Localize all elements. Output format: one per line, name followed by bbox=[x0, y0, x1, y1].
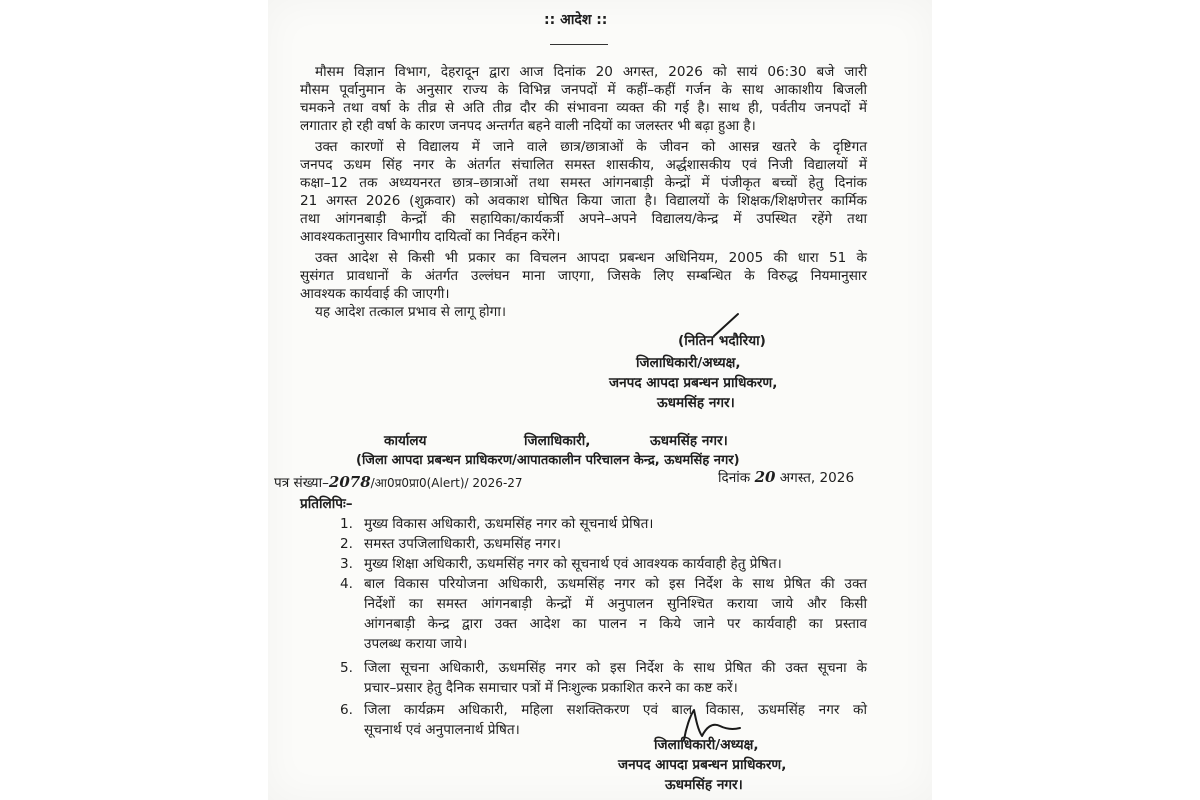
copy-item-line: प्रचार–प्रसार हेतु दैनिक समाचार पत्रों में निःशुल्क प्रकाशित करने का कष्ट करें। bbox=[364, 680, 738, 696]
copies-heading: प्रतिलिपिः– bbox=[300, 496, 353, 512]
para2-line: कक्षा–12 तक अध्ययनरत छात्र–छात्राओं तथा समस्त आंगनबाड़ी केन्द्रों में पंजीकृत बच्चों हेतु दिनांक bbox=[300, 175, 867, 191]
copy-item-line: मुख्य शिक्षा अधिकारी, ऊधमसिंह नगर को सूचनार्थ एवं आवश्यक कार्यवाही हेतु प्रेषित। bbox=[364, 556, 782, 572]
copy-item-line: निर्देशों का समस्त आंगनबाड़ी केन्द्रों में अनुपालन सुनिश्चित कराया जाये और किसी bbox=[364, 596, 867, 612]
para2-line: उक्त कारणों से विद्यालय में जाने वाले छात्र/छात्राओं के जीवन को आसन्न खतरे के दृष्टिगत bbox=[315, 139, 867, 155]
office-label: कार्यालय bbox=[384, 433, 427, 449]
signatory-authority: जनपद आपदा प्रबन्धन प्राधिकरण, bbox=[609, 375, 778, 391]
letter-number-handwritten: 2078 bbox=[328, 473, 371, 491]
para1-line: लगातार हो रही वर्षा के कारण जनपद अन्तर्गत बहने वाली नदियों का जलस्तर भी बढ़ा हुआ है। bbox=[300, 118, 756, 134]
copy-item-number: 5. bbox=[340, 660, 353, 676]
date-rest: अगस्त, 2026 bbox=[779, 470, 855, 486]
office-designation: जिलाधिकारी, bbox=[524, 433, 591, 449]
signatory-designation: जिलाधिकारी/अध्यक्ष, bbox=[636, 355, 741, 371]
para2-line: तथा आंगनबाड़ी केन्द्रों की सहायिका/कार्यकर्त्री अपने–अपने विद्यालय/केन्द्र में उपस्थित रहेंगे तथा bbox=[300, 211, 867, 227]
copy-item-number: 2. bbox=[340, 536, 353, 552]
title-underline bbox=[550, 44, 608, 45]
copy-item-line: जिला सूचना अधिकारी, ऊधमसिंह नगर को इस निर्देश के साथ प्रेषित की उक्त सूचना के bbox=[364, 660, 867, 676]
document-page bbox=[268, 0, 932, 800]
copy-item-line: उपलब्ध कराया जाये। bbox=[364, 636, 468, 652]
signatory-place: ऊधमसिंह नगर। bbox=[657, 395, 735, 411]
date-day-handwritten: 20 bbox=[754, 468, 776, 486]
copy-signatory-authority: जनपद आपदा प्रबन्धन प्राधिकरण, bbox=[618, 757, 787, 773]
order-title: :: आदेश :: bbox=[544, 12, 608, 28]
para2-line: जनपद ऊधम सिंह नगर के अंतर्गत संचालित समस्त शासकीय, अर्द्धशासकीय एवं निजी विद्यालयों में bbox=[300, 157, 867, 173]
copy-item-number: 6. bbox=[340, 702, 353, 718]
para1-line: चमकने तथा वर्षा के तीव्र से अति तीव्र दौर की संभावना व्यक्त की गई है। साथ ही, पर्वतीय जनपदों में bbox=[300, 100, 867, 116]
letter-date-row bbox=[718, 469, 854, 487]
copy-signatory-place: ऊधमसिंह नगर। bbox=[665, 777, 743, 793]
copy-item-number: 3. bbox=[340, 556, 353, 572]
copy-item-number: 4. bbox=[340, 576, 353, 592]
copy-item-number: 1. bbox=[340, 516, 353, 532]
copy-item-line: आंगनबाड़ी केन्द्र द्वारा उक्त आदेश का पालन न किये जाने पर कार्यवाही का प्रस्ताव bbox=[364, 616, 867, 632]
copy-item-line: जिला कार्यक्रम अधिकारी, महिला सशक्तिकरण एवं बाल विकास, ऊधमसिंह नगर को bbox=[364, 702, 867, 718]
para3-line: आवश्यक कार्यवाई की जाएगी। bbox=[300, 286, 450, 302]
para2-line: आवश्यकतानुसार विभागीय दायित्वों का निर्वहन करेंगे। bbox=[300, 229, 561, 245]
para3-line: सुसंगत प्रावधानों के अंतर्गत उल्लंघन माना जाएगा, जिसके लिए सम्बन्धित के विरुद्ध नियमानुसार bbox=[300, 268, 867, 284]
letter-number-suffix: /आ0प्र0प्रा0(Alert)/ 2026-27 bbox=[370, 476, 523, 490]
office-subtitle: (जिला आपदा प्रबन्धन प्राधिकरण/आपातकालीन परिचालन केन्द्र, ऊधमसिंह नगर) bbox=[356, 453, 740, 468]
para4-line: यह आदेश तत्काल प्रभाव से लागू होगा। bbox=[315, 304, 506, 320]
para3-line: उक्त आदेश से किसी भी प्रकार का विचलन आपदा प्रबन्धन अधिनियम, 2005 की धारा 51 के bbox=[315, 250, 867, 266]
date-label: दिनांक bbox=[718, 470, 751, 486]
para1-line: मौसम विज्ञान विभाग, देहरादून द्वारा आज दिनांक 20 अगस्त, 2026 को सायं 06:30 बजे जारी bbox=[315, 64, 867, 80]
copy-item-line: मुख्य विकास अधिकारी, ऊधमसिंह नगर को सूचनार्थ प्रेषित। bbox=[364, 516, 654, 532]
copy-signatory-designation: जिलाधिकारी/अध्यक्ष, bbox=[654, 737, 759, 753]
para2-line: 21 अगस्त 2026 (शुक्रवार) को अवकाश घोषित किया जाता है। विद्यालयों के शिक्षक/शिक्षणेत्तर कार्मिक bbox=[300, 193, 867, 209]
letter-number-label: पत्र संख्या– bbox=[274, 475, 329, 491]
signatory-name: (नितिन भदौरिया) bbox=[678, 333, 766, 349]
para1-line: मौसम पूर्वानुमान के अनुसार राज्य के विभिन्न जनपदों में कहीं–कहीं गर्जन के साथ आकाशीय बिजली bbox=[300, 82, 867, 98]
letter-number-row bbox=[274, 474, 523, 492]
copy-item-line: बाल विकास परियोजना अधिकारी, ऊधमसिंह नगर को इस निर्देश के साथ प्रेषित की उक्त bbox=[364, 576, 867, 592]
office-place: ऊधमसिंह नगर। bbox=[650, 433, 728, 449]
copy-item-line: समस्त उपजिलाधिकारी, ऊधमसिंह नगर। bbox=[364, 536, 562, 552]
copy-item-line: सूचनार्थ एवं अनुपालनार्थ प्रेषित। bbox=[364, 722, 520, 738]
